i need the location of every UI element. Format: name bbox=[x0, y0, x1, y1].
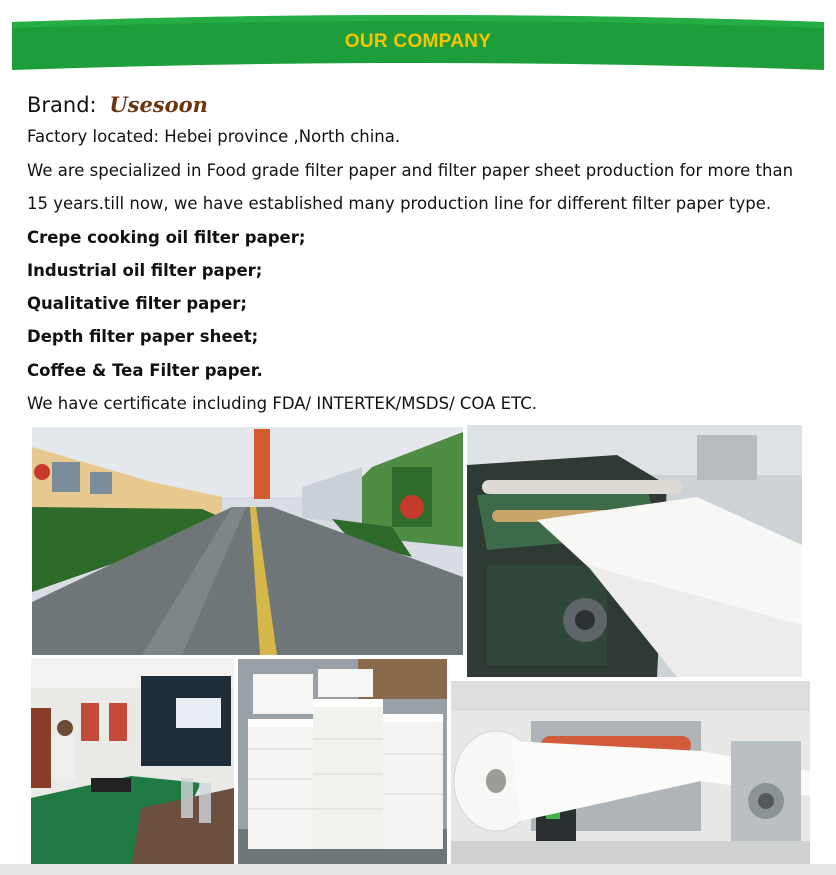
header-banner bbox=[12, 14, 824, 76]
brand-line bbox=[27, 92, 208, 117]
production-line-photo bbox=[467, 425, 802, 677]
filter-paper-stacks-photo bbox=[238, 659, 447, 868]
product-item: Crepe cooking oil filter paper; bbox=[27, 228, 306, 247]
footer-bar bbox=[0, 864, 836, 875]
product-item: Qualitative filter paper; bbox=[27, 294, 248, 313]
certificate-line: We have certificate including FDA/ INTERTEK/MSDS/ COA ETC. bbox=[27, 394, 537, 413]
product-item: Industrial oil filter paper; bbox=[27, 261, 263, 280]
section-title: OUR COMPANY bbox=[344, 31, 492, 52]
meeting-room-photo bbox=[31, 658, 234, 868]
factory-road-photo bbox=[32, 427, 463, 655]
product-item: Depth filter paper sheet; bbox=[27, 327, 259, 346]
intro-line-1: We are specialized in Food grade filter paper and filter paper sheet production for more than bbox=[27, 161, 794, 180]
slitting-machine-photo bbox=[451, 681, 810, 868]
factory-location: Factory located: Hebei province ,North china. bbox=[27, 127, 401, 146]
brand-name: Usesoon bbox=[109, 92, 208, 117]
intro-line-2: 15 years.till now, we have established many production line for different filter paper type. bbox=[27, 194, 772, 213]
brand-label: Brand: bbox=[27, 93, 97, 117]
product-item: Coffee & Tea Filter paper. bbox=[27, 361, 263, 380]
